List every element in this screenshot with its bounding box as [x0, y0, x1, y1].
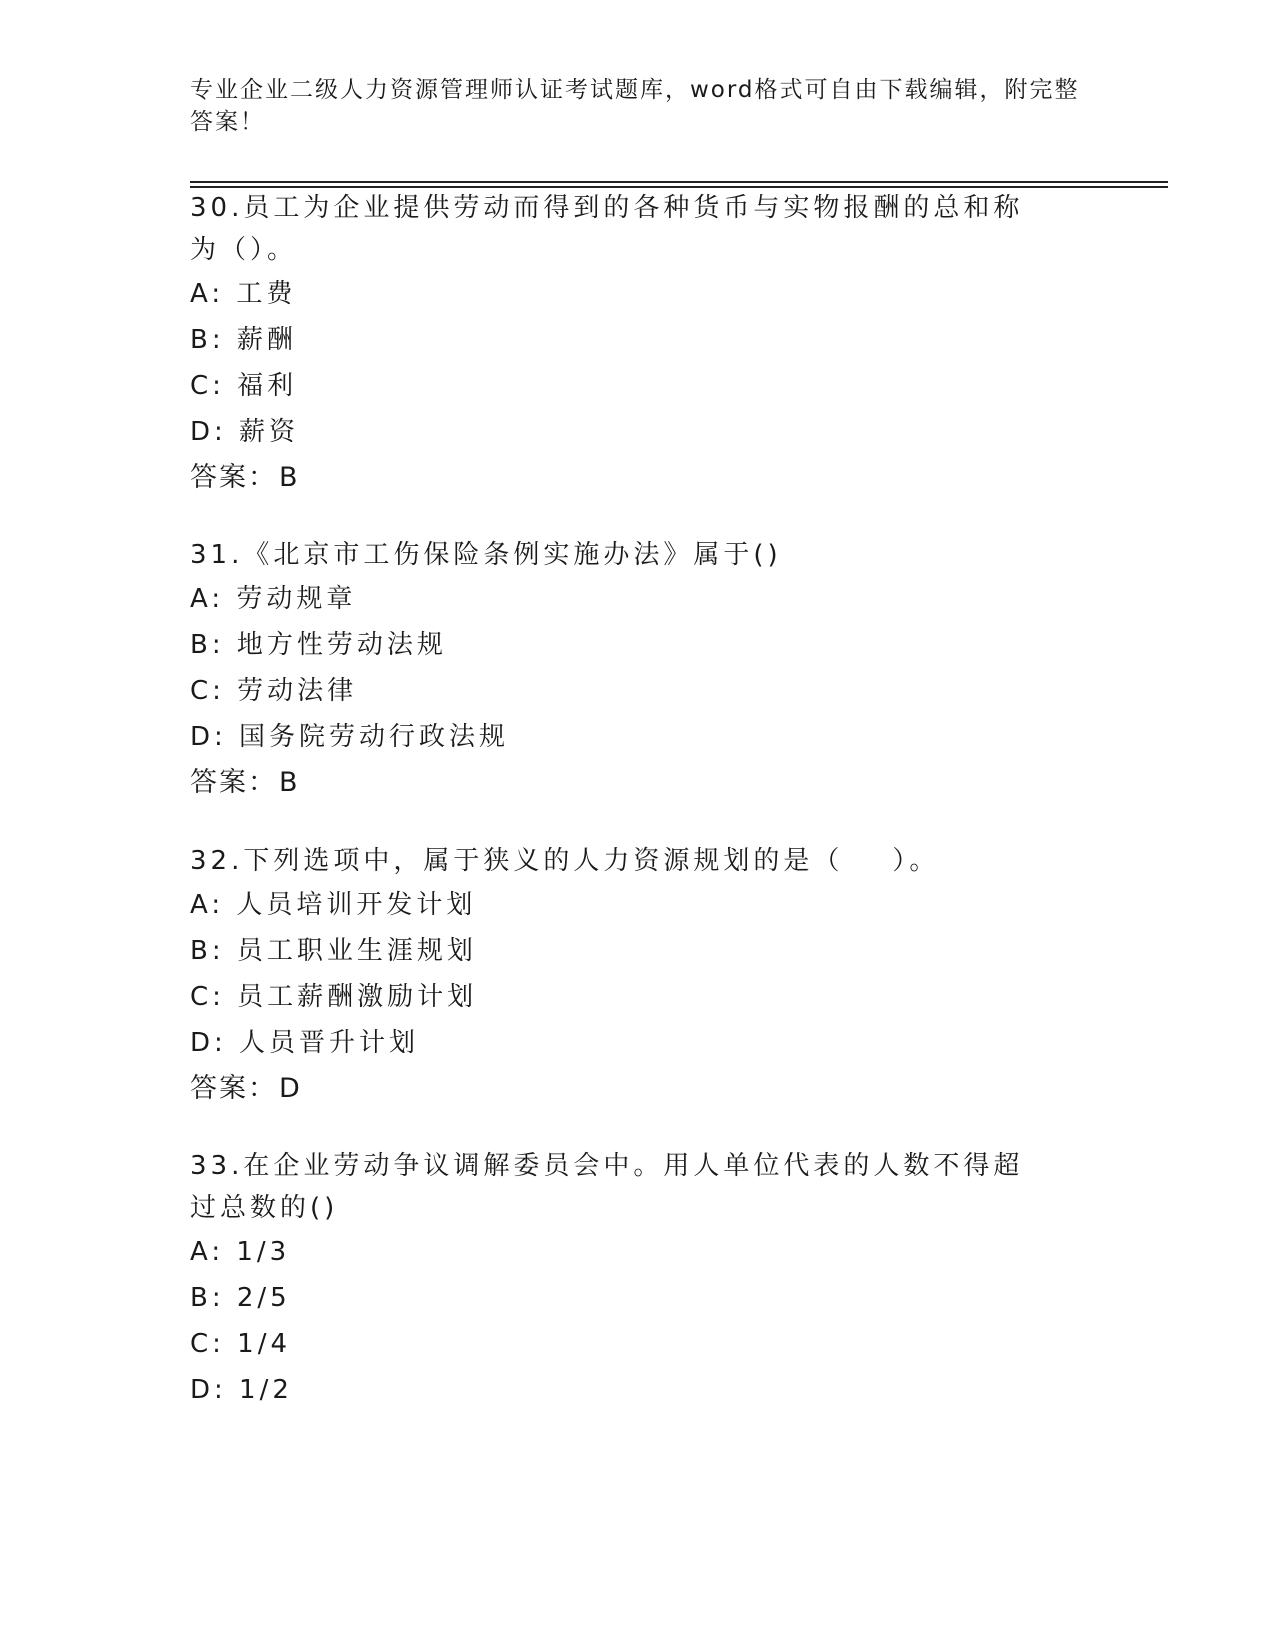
option-c: C: 劳动法律 — [190, 676, 358, 706]
question-30 — [190, 187, 1090, 501]
answer-label: 答案： — [190, 767, 277, 798]
option-b: B: 薪酬 — [190, 325, 297, 355]
answer-label: 答案： — [190, 1073, 277, 1104]
option-d: D: 薪资 — [190, 417, 300, 447]
option-a: A: 人员培训开发计划 — [190, 890, 477, 920]
option-d: D: 1/2 — [190, 1375, 293, 1405]
question-33 — [190, 1145, 1090, 1413]
option-a: A: 1/3 — [190, 1237, 291, 1267]
answer — [190, 455, 1090, 501]
question-text: 32.下列选项中，属于狭义的人力资源规划的是（ ）。 — [190, 846, 940, 876]
option-b: B: 地方性劳动法规 — [190, 630, 447, 660]
option-b: B: 2/5 — [190, 1283, 291, 1313]
option-c: C: 员工薪酬激励计划 — [190, 982, 478, 1012]
header-note: 专业企业二级人力资源管理师认证考试题库，word格式可自由下载编辑，附完整答案！ — [190, 77, 1080, 135]
option-c: C: 1/4 — [190, 1329, 292, 1359]
option-d: D: 国务院劳动行政法规 — [190, 722, 510, 752]
header-divider-top — [190, 181, 1168, 183]
answer-value: B — [279, 767, 300, 798]
option-d: D: 人员晋升计划 — [190, 1028, 420, 1058]
answer — [190, 760, 1090, 806]
option-b: B: 员工职业生涯规划 — [190, 936, 477, 966]
answer — [190, 1066, 1090, 1112]
answer-value: D — [279, 1073, 302, 1104]
option-a: A: 劳动规章 — [190, 584, 357, 614]
question-text: 33.在企业劳动争议调解委员会中。用人单位代表的人数不得超过总数的() — [190, 1151, 1024, 1223]
question-31 — [190, 534, 1090, 806]
option-a: A: 工费 — [190, 279, 297, 309]
answer-value: B — [279, 462, 300, 493]
option-c: C: 福利 — [190, 371, 298, 401]
question-text: 31.《北京市工伤保险条例实施办法》属于() — [190, 540, 782, 570]
answer-label: 答案： — [190, 462, 277, 493]
question-32 — [190, 840, 1090, 1112]
question-text: 30.员工为企业提供劳动而得到的各种货币与实物报酬的总和称为（）。 — [190, 193, 1024, 265]
